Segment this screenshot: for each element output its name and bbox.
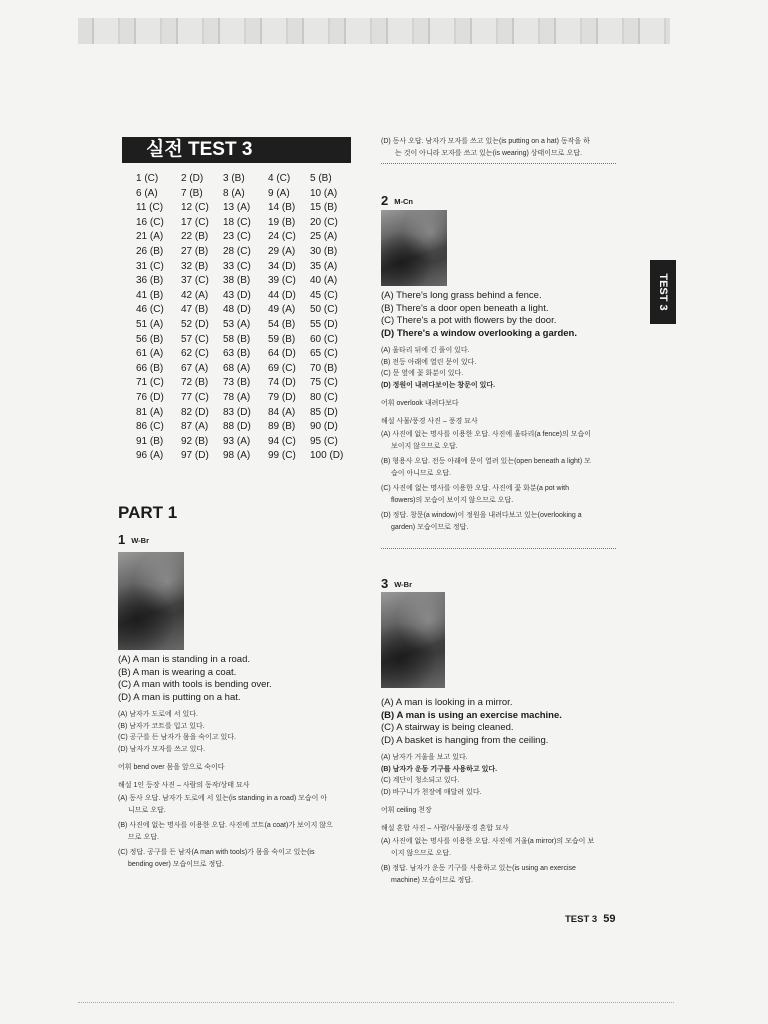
- separator: [381, 163, 616, 164]
- footer-label: TEST 3: [565, 914, 598, 925]
- answer-key-cell: 17 (C): [181, 216, 209, 228]
- answer-option: (C) A man with tools is bending over.: [118, 679, 272, 691]
- answer-key-cell: 24 (C): [268, 231, 296, 243]
- vocab-note: 어휘 bend over 몸을 앞으로 숙이다: [118, 764, 225, 772]
- answer-key-cell: 16 (C): [136, 216, 164, 228]
- answer-key-cell: 85 (D): [310, 406, 338, 418]
- explanation-line: (A) 동사 오답. 남자가 도로에 서 있는(is standing in a road) 모습이 아: [118, 794, 328, 802]
- answer-key-cell: 5 (B): [310, 173, 332, 184]
- translation-line: (A) 남자가 거울을 보고 있다.: [381, 754, 468, 762]
- answer-key-cell: 94 (C): [268, 435, 296, 447]
- answer-option: (B) A man is wearing a coat.: [118, 666, 237, 678]
- answer-key-cell: 34 (D): [268, 260, 296, 272]
- answer-key-cell: 93 (A): [223, 435, 251, 447]
- section-side-tab: TEST 3: [650, 260, 676, 324]
- answer-key-cell: 38 (B): [223, 275, 251, 287]
- explanation-title: 해설 혼합 사진 – 사람/사물/풍경 혼합 묘사: [381, 825, 509, 833]
- answer-key-cell: 54 (B): [268, 319, 296, 330]
- answer-key-cell: 56 (B): [136, 333, 164, 345]
- answer-key-cell: 53 (A): [223, 319, 251, 330]
- explanation-line: (D) 정답. 창문(a window)이 정원을 내려다보고 있는(overlooking a: [381, 511, 582, 519]
- answer-key-cell: 49 (A): [268, 304, 296, 316]
- answer-key-cell: 37 (C): [181, 275, 209, 287]
- translation-line: (D) 남자가 모자를 쓰고 있다.: [118, 745, 206, 753]
- answer-option: (C) There's a pot with flowers by the door.: [381, 315, 557, 327]
- explanation-line: (C) 정답. 공구를 든 남자(A man with tools)가 몸을 숙이고 있는(is: [118, 848, 315, 856]
- answer-option: (D) There's a window overlooking a garden.: [381, 327, 577, 339]
- answer-option: (C) A stairway is being cleaned.: [381, 722, 514, 734]
- answer-key-cell: 44 (D): [268, 289, 296, 301]
- answer-key-cell: 12 (C): [181, 202, 209, 214]
- explanation-line: 는 것이 아니라 모자를 쓰고 있는(is wearing) 상태이므로 오답.: [395, 150, 582, 157]
- answer-key-cell: 82 (D): [181, 406, 209, 418]
- answer-key-cell: 20 (C): [310, 216, 338, 228]
- answer-key-cell: 78 (A): [223, 392, 251, 403]
- answer-key-cell: 100 (D): [310, 450, 344, 462]
- answer-key-cell: 45 (C): [310, 289, 338, 301]
- speaker-tag: M-Cn: [394, 197, 413, 207]
- answer-key-cell: 58 (B): [223, 333, 251, 345]
- part-title: PART 1: [118, 503, 178, 522]
- translation-line: (D) 정원이 내려다보이는 창문이 있다.: [381, 381, 496, 389]
- answer-option: (D) A man is putting on a hat.: [118, 691, 241, 703]
- translation-line: (C) 공구를 든 남자가 몸을 숙이고 있다.: [118, 734, 236, 742]
- answer-key-cell: 90 (D): [310, 421, 338, 433]
- answer-option: (D) A basket is hanging from the ceiling.: [381, 734, 549, 746]
- explanation-title: 해설 사물/풍경 사진 – 풍경 묘사: [381, 418, 478, 426]
- answer-key-cell: 55 (D): [310, 319, 338, 330]
- explanation-line: (D) 동사 오답. 남자가 모자를 쓰고 있는(is putting on a hat) 동작을 하: [381, 138, 590, 145]
- answer-key-cell: 76 (D): [136, 392, 164, 403]
- answer-key-cell: 83 (D): [223, 406, 251, 418]
- answer-key-cell: 9 (A): [268, 187, 290, 199]
- explanation-line: flowers)의 모습이 보이지 않으므로 오답.: [391, 496, 514, 504]
- answer-key-cell: 70 (B): [310, 362, 338, 374]
- answer-option: (A) A man is standing in a road.: [118, 654, 251, 665]
- answer-key-cell: 32 (B): [181, 260, 209, 272]
- explanation-line: 이지 않으므로 오답.: [391, 849, 451, 857]
- header-decoration: [78, 18, 670, 44]
- explanation-line: 습이 아니므로 오답.: [391, 469, 451, 477]
- answer-key-cell: 66 (B): [136, 362, 164, 374]
- answer-key-cell: 14 (B): [268, 202, 296, 214]
- answer-key-cell: 10 (A): [310, 187, 338, 199]
- explanation-line: 니므로 오답.: [128, 806, 166, 814]
- vocab-note: 어휘 overlook 내려다보다: [381, 400, 459, 408]
- translation-line: (C) 계단이 청소되고 있다.: [381, 777, 460, 785]
- explanation-line: garden) 모습이므로 정답.: [391, 523, 469, 531]
- question-2-photo: [381, 210, 447, 286]
- translation-line: (B) 전등 아래에 열린 문이 있다.: [381, 358, 477, 366]
- answer-key-cell: 13 (A): [223, 202, 251, 214]
- page-footer: [565, 913, 615, 925]
- answer-key-cell: 27 (B): [181, 246, 209, 257]
- explanation-line: 므로 오답.: [128, 833, 159, 841]
- answer-key-cell: 65 (C): [310, 348, 338, 360]
- answer-key-cell: 31 (C): [136, 260, 164, 272]
- explanation-line: (C) 사진에 없는 명사를 이용한 오답. 사진에 꽃 화분(a pot with: [381, 484, 569, 492]
- answer-key-cell: 75 (C): [310, 377, 338, 389]
- explanation-line: (A) 사진에 없는 명사를 이용한 오답. 사진에 울타리(a fence)의 모습이: [381, 430, 591, 438]
- answer-key-cell: 39 (C): [268, 275, 296, 287]
- answer-key-cell: 8 (A): [223, 187, 245, 199]
- answer-key-cell: 71 (C): [136, 377, 164, 389]
- answer-key-cell: 59 (B): [268, 333, 296, 345]
- answer-key-cell: 1 (C): [136, 173, 159, 184]
- question-number-3: 3 W-Br: [381, 576, 412, 591]
- answer-key-cell: 74 (D): [268, 377, 296, 389]
- test-title-banner: 실전 TEST 3: [122, 137, 351, 163]
- answer-key-cell: 33 (C): [223, 260, 251, 272]
- answer-key-cell: 77 (C): [181, 392, 209, 403]
- answer-key-cell: 87 (A): [181, 421, 209, 433]
- answer-key-cell: 95 (C): [310, 435, 338, 447]
- answer-key-cell: 80 (C): [310, 392, 338, 403]
- answer-key-cell: 18 (C): [223, 216, 251, 228]
- separator: [381, 548, 616, 549]
- bottom-rule: [78, 1002, 674, 1003]
- answer-key-cell: 88 (D): [223, 421, 251, 433]
- answer-key-cell: 98 (A): [223, 450, 251, 462]
- answer-key-table: [126, 172, 352, 472]
- question-number-1: 1 W-Br: [118, 532, 149, 547]
- answer-key-cell: 41 (B): [136, 289, 164, 301]
- answer-key-cell: 7 (B): [181, 187, 203, 199]
- answer-key-cell: 46 (C): [136, 304, 164, 316]
- answer-key-cell: 4 (C): [268, 173, 291, 184]
- explanation-line: machine) 모습이므로 정답.: [391, 876, 473, 884]
- translation-line: (A) 울타리 뒤에 긴 풀이 있다.: [381, 347, 470, 355]
- answer-key-cell: 92 (B): [181, 435, 209, 447]
- translation-line: (D) 바구니가 천장에 매달려 있다.: [381, 788, 482, 796]
- answer-key-cell: 2 (D): [181, 173, 204, 184]
- answer-key-cell: 15 (B): [310, 202, 338, 214]
- answer-key-cell: 60 (C): [310, 333, 338, 345]
- speaker-tag: W-Br: [131, 536, 149, 546]
- answer-key-cell: 25 (A): [310, 231, 338, 243]
- explanation-title: 해설 1인 등장 사진 – 사람의 동작/상태 묘사: [118, 782, 250, 790]
- answer-key-cell: 11 (C): [136, 202, 164, 214]
- answer-key-cell: 19 (B): [268, 216, 296, 228]
- answer-key-cell: 28 (C): [223, 246, 251, 257]
- answer-key-cell: 79 (D): [268, 392, 296, 403]
- explanation-line: (B) 정답. 남자가 운동 기구를 사용하고 있는(is using an exercise: [381, 864, 576, 872]
- answer-key-cell: 69 (C): [268, 362, 296, 374]
- explanation-line: (B) 사진에 없는 명사를 이용한 오답. 사진에 코트(a coat)가 보이지 않으: [118, 821, 333, 829]
- translation-line: (B) 남자가 운동 기구를 사용하고 있다.: [381, 765, 498, 773]
- answer-key-cell: 3 (B): [223, 173, 245, 184]
- explanation-line: (B) 형용사 오답. 전등 아래에 문이 열려 있는(open beneath a light) 모: [381, 457, 591, 465]
- answer-key-cell: 89 (B): [268, 421, 296, 433]
- answer-key-cell: 81 (A): [136, 406, 164, 418]
- answer-key-cell: 96 (A): [136, 450, 164, 462]
- explanation-line: 보이지 않으므로 오답.: [391, 442, 458, 450]
- answer-key-cell: 48 (D): [223, 304, 251, 316]
- answer-key-cell: 67 (A): [181, 362, 209, 374]
- answer-key-cell: 50 (C): [310, 304, 338, 316]
- translation-line: (C) 문 옆에 꽃 화분이 있다.: [381, 370, 464, 378]
- explanation-line: bending over) 모습이므로 정답.: [128, 860, 224, 868]
- answer-key-cell: 30 (B): [310, 246, 338, 257]
- answer-key-cell: 57 (C): [181, 333, 209, 345]
- answer-key-cell: 47 (B): [181, 304, 209, 316]
- answer-key-cell: 73 (B): [223, 377, 251, 389]
- answer-key-cell: 23 (C): [223, 231, 251, 243]
- answer-key-cell: 43 (D): [223, 289, 251, 301]
- answer-option: (B) There's a door open beneath a light.: [381, 302, 549, 314]
- vocab-note: 어휘 ceiling 천장: [381, 807, 432, 815]
- answer-key-cell: 42 (A): [181, 289, 209, 301]
- answer-key-cell: 72 (B): [181, 377, 209, 389]
- answer-key-cell: 68 (A): [223, 362, 251, 374]
- answer-key-cell: 29 (A): [268, 246, 296, 257]
- answer-key-cell: 26 (B): [136, 246, 164, 257]
- question-number-2: 2 M-Cn: [381, 193, 413, 208]
- answer-key-cell: 36 (B): [136, 275, 164, 287]
- answer-key-cell: 21 (A): [136, 231, 164, 243]
- answer-key-cell: 99 (C): [268, 450, 296, 462]
- answer-option: (B) A man is using an exercise machine.: [381, 709, 562, 721]
- answer-key-cell: 97 (D): [181, 450, 209, 462]
- answer-key-cell: 6 (A): [136, 187, 158, 199]
- answer-key-cell: 62 (C): [181, 348, 209, 360]
- answer-key-cell: 51 (A): [136, 319, 164, 330]
- answer-key-cell: 35 (A): [310, 260, 338, 272]
- translation-line: (B) 남자가 코트를 입고 있다.: [118, 722, 205, 730]
- translation-line: (A) 남자가 도로에 서 있다.: [118, 711, 198, 719]
- answer-key-cell: 84 (A): [268, 406, 296, 418]
- answer-key-cell: 22 (B): [181, 231, 209, 243]
- page-number: 59: [603, 913, 616, 925]
- speaker-tag: W-Br: [394, 580, 412, 590]
- question-1-photo: [118, 552, 184, 650]
- question-3-photo: [381, 592, 445, 688]
- answer-option: (A) A man is looking in a mirror.: [381, 697, 513, 708]
- explanation-line: (A) 사진에 없는 명사를 이용한 오답. 사진에 거울(a mirror)의 모습이 보: [381, 837, 595, 845]
- answer-key-cell: 64 (D): [268, 348, 296, 360]
- answer-key-cell: 52 (D): [181, 319, 209, 330]
- answer-key-cell: 91 (B): [136, 435, 164, 447]
- answer-key-cell: 40 (A): [310, 275, 338, 287]
- answer-key-cell: 63 (B): [223, 348, 251, 360]
- answer-option: (A) There's long grass behind a fence.: [381, 290, 542, 301]
- answer-key-cell: 86 (C): [136, 421, 164, 433]
- answer-key-cell: 61 (A): [136, 348, 164, 360]
